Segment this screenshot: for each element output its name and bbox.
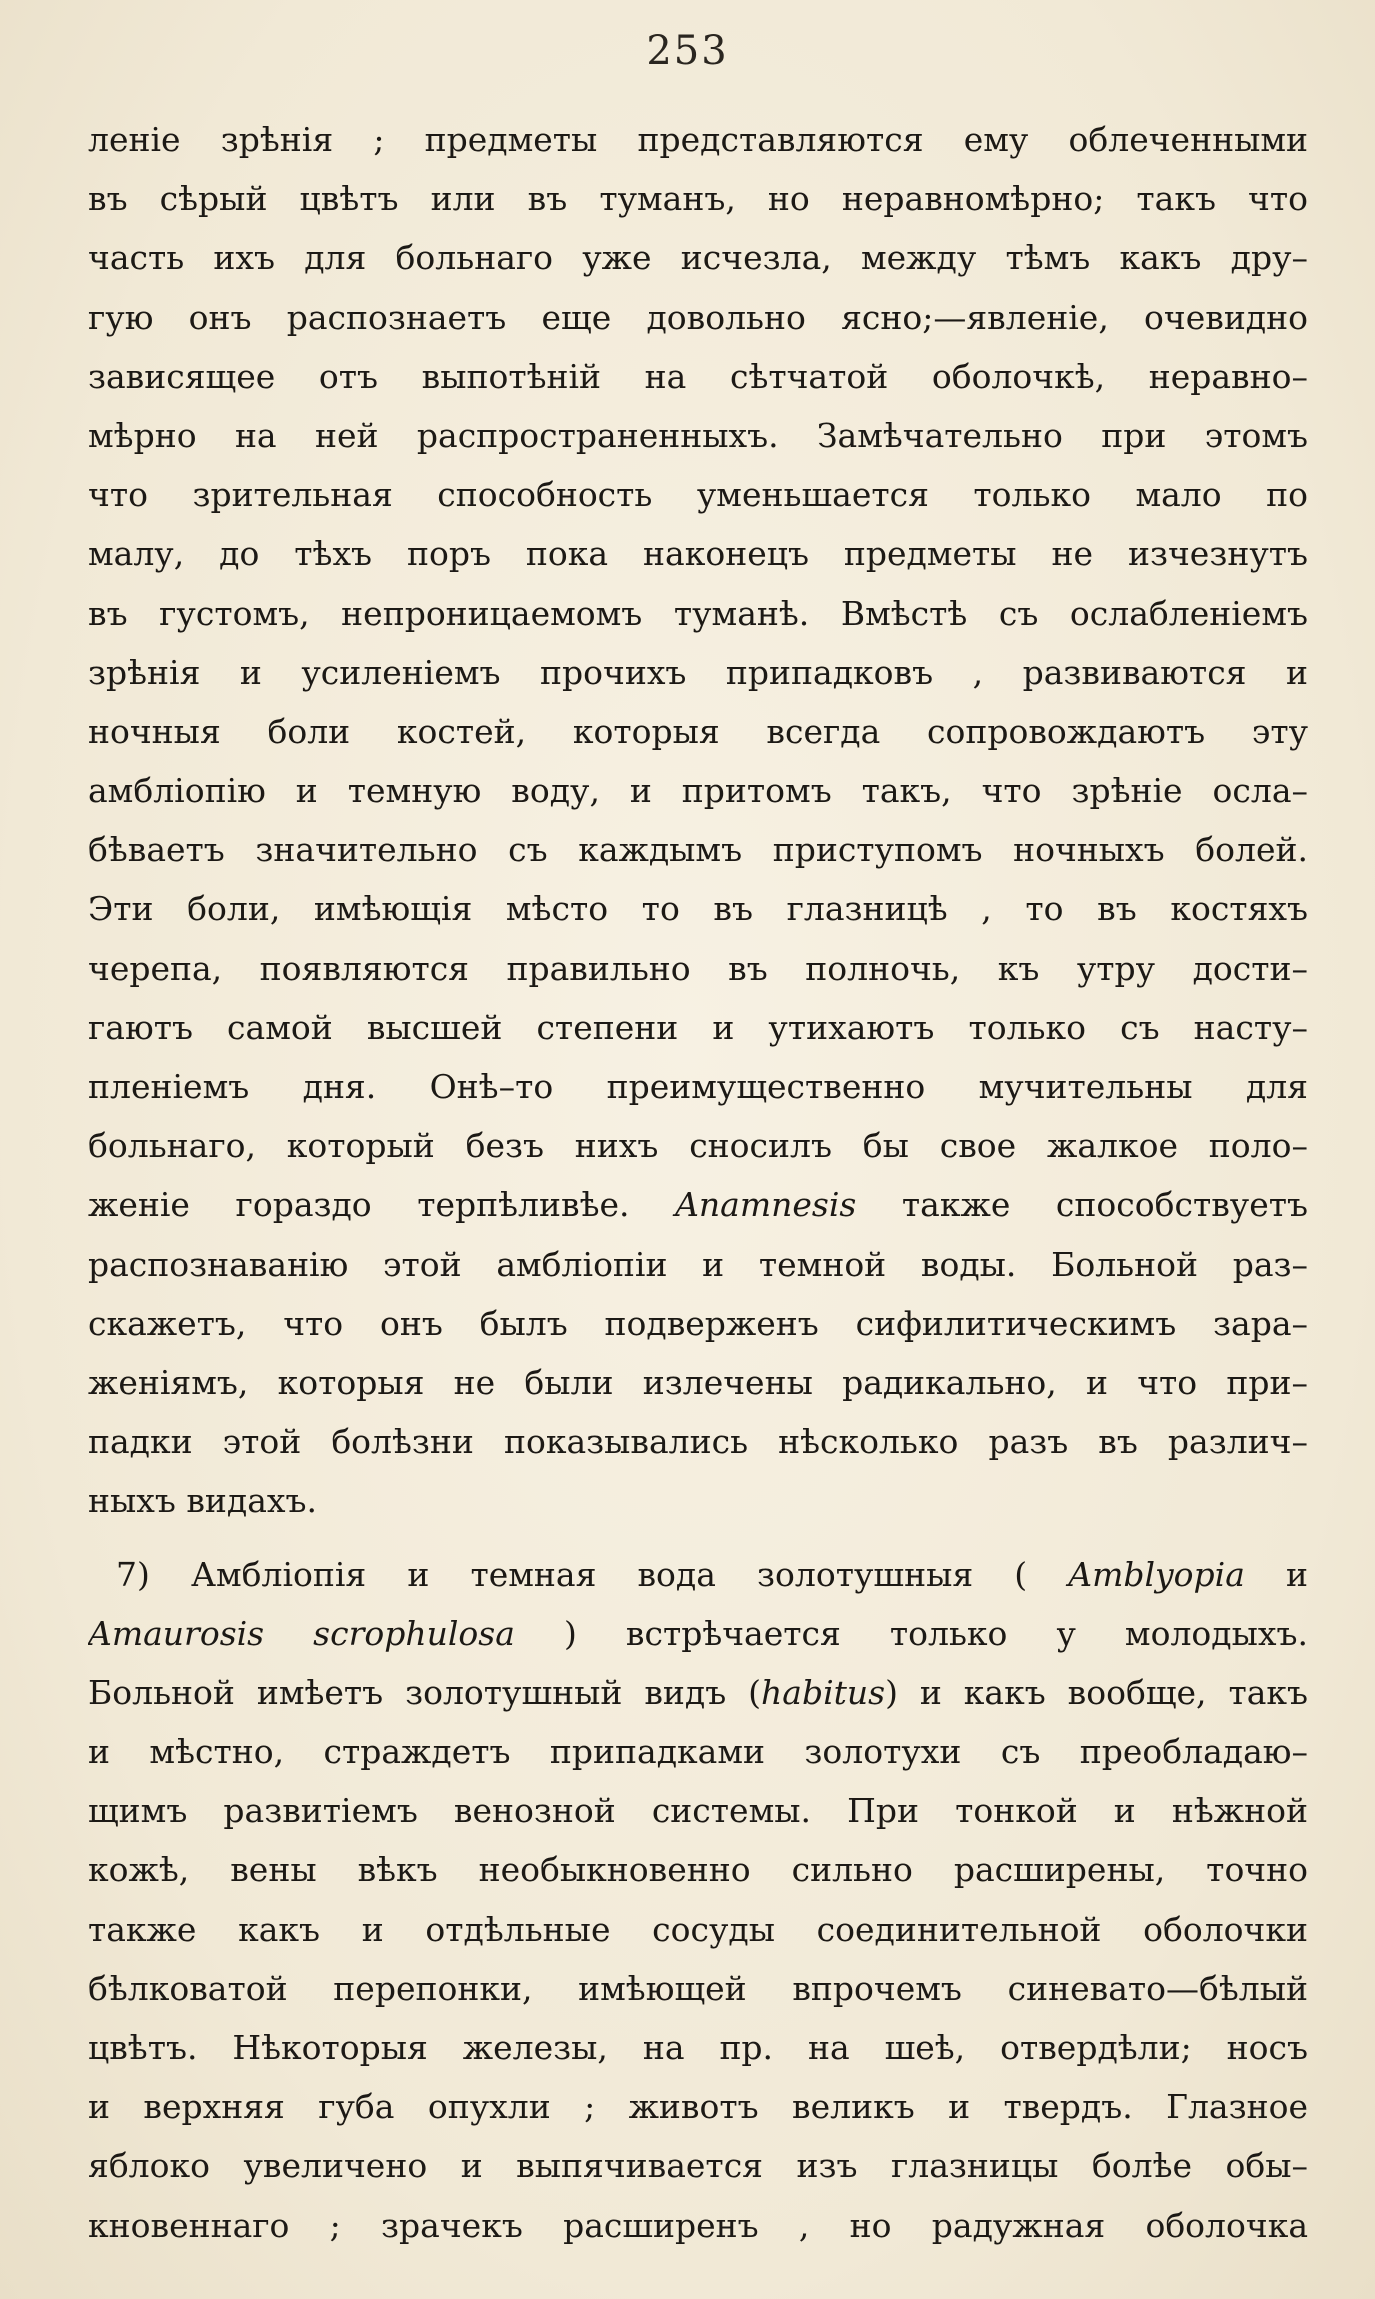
text-segment: яблоко увеличено и выпячивается изъ глазницы болѣе обы– xyxy=(88,2146,1308,2186)
text-segment: также какъ и отдѣльные сосуды соединительной оболочки xyxy=(88,1909,1308,1949)
page-number: 253 xyxy=(646,28,729,74)
text-line xyxy=(88,406,1308,465)
text-segment: зависящее отъ выпотѣній на сѣтчатой оболочкѣ, неравно– xyxy=(88,356,1308,396)
text-segment: щимъ развитіемъ венозной системы. При тонкой и нѣжной xyxy=(88,1791,1308,1831)
text-line xyxy=(88,110,1308,169)
latin-term: Amblyopia xyxy=(1068,1554,1245,1594)
text-segment: въ сѣрый цвѣтъ или въ туманъ, но неравномѣрно; такъ что xyxy=(88,179,1308,219)
text-line xyxy=(88,347,1308,406)
text-line xyxy=(88,702,1308,761)
latin-term: Amaurosis scrophulosa xyxy=(88,1613,515,1653)
text-line xyxy=(88,1722,1308,1781)
text-segment: ныхъ видахъ. xyxy=(88,1481,318,1521)
text-line xyxy=(88,465,1308,524)
text-line xyxy=(88,1545,1308,1604)
text-segment: скажетъ, что онъ былъ подверженъ сифилитическимъ зара– xyxy=(88,1303,1308,1343)
text-segment: больнаго, который безъ нихъ сносилъ бы свое жалкое поло– xyxy=(88,1126,1308,1166)
text-segment: пленіемъ дня. Онѣ–то преимущественно мучительны для xyxy=(88,1067,1308,1106)
text-line xyxy=(88,1663,1308,1722)
paragraph-gap xyxy=(88,1531,1308,1545)
text-line xyxy=(88,1235,1308,1294)
text-segment: ) и какъ вообще, такъ xyxy=(885,1672,1308,1712)
text-segment: распознаванію этой амбліопіи и темной воды. Больной раз– xyxy=(88,1244,1308,1284)
text-line xyxy=(88,2077,1308,2136)
text-segment: Больной имѣетъ золотушный видъ ( xyxy=(88,1672,762,1712)
text-segment: и мѣстно, страждетъ припадками золотухи съ преобладаю– xyxy=(88,1732,1308,1772)
text-line xyxy=(88,1353,1308,1412)
text-line xyxy=(88,879,1308,938)
text-line xyxy=(88,1175,1308,1234)
text-line xyxy=(88,1057,1308,1116)
text-line xyxy=(88,1781,1308,1840)
text-line xyxy=(88,820,1308,879)
body-text xyxy=(88,110,1308,2255)
text-line xyxy=(88,2018,1308,2077)
text-segment: черепа, появляются правильно въ полночь, къ утру дости– xyxy=(88,948,1308,988)
text-segment: леніе зрѣнія ; предметы представляются ему облеченными xyxy=(88,120,1308,159)
text-segment: часть ихъ для больнаго уже исчезла, между тѣмъ какъ дру– xyxy=(88,238,1308,278)
text-segment: женіе гораздо терпѣливѣе. xyxy=(88,1185,676,1225)
text-segment: бѣваетъ значительно съ каждымъ приступомъ ночныхъ болей. xyxy=(88,830,1308,870)
text-segment: зрѣнія и усиленіемъ прочихъ припадковъ , развиваются и xyxy=(88,652,1308,692)
text-segment: кожѣ, вены вѣкъ необыкновенно сильно расширены, точно xyxy=(88,1850,1308,1890)
text-line xyxy=(88,761,1308,820)
text-line xyxy=(88,288,1308,347)
text-segment: падки этой болѣзни показывались нѣсколько разъ въ различ– xyxy=(88,1422,1308,1462)
text-line xyxy=(88,1471,1308,1530)
text-line xyxy=(88,2136,1308,2195)
text-segment: мѣрно на ней распространенныхъ. Замѣчательно при этомъ xyxy=(88,415,1308,455)
text-line xyxy=(88,1116,1308,1175)
text-segment: также способствуетъ xyxy=(856,1185,1308,1225)
text-segment: ) встрѣчается только у молодыхъ. xyxy=(514,1613,1308,1653)
latin-term: Anamnesis xyxy=(675,1185,857,1225)
text-line xyxy=(88,524,1308,583)
text-line xyxy=(88,643,1308,702)
text-line xyxy=(88,939,1308,998)
text-line xyxy=(88,584,1308,643)
text-line xyxy=(88,1412,1308,1471)
text-segment: цвѣтъ. Нѣкоторыя железы, на пр. на шеѣ, отвердѣли; носъ xyxy=(88,2028,1308,2067)
text-segment: гую онъ распознаетъ еще довольно ясно;—явленіе, очевидно xyxy=(88,297,1308,337)
text-segment: и верхняя губа опухли ; животъ великъ и твердъ. Глазное xyxy=(88,2087,1308,2127)
text-line xyxy=(88,1604,1308,1663)
text-line xyxy=(88,1900,1308,1959)
text-line xyxy=(88,1294,1308,1353)
text-segment: что зрительная способность уменьшается только мало по xyxy=(88,475,1308,515)
text-segment: амбліопію и темную воду, и притомъ такъ, что зрѣніе осла– xyxy=(88,771,1308,811)
text-segment: и xyxy=(1244,1554,1308,1594)
text-segment: бѣлковатой перепонки, имѣющей впрочемъ синевато—бѣлый xyxy=(88,1968,1308,2008)
latin-term: habitus xyxy=(761,1672,886,1712)
text-line xyxy=(88,1959,1308,2018)
text-line xyxy=(88,998,1308,1057)
text-segment: женіямъ, которыя не были излечены радикально, и что при– xyxy=(88,1362,1308,1402)
text-segment: гаютъ самой высшей степени и утихаютъ только съ насту– xyxy=(88,1007,1308,1047)
text-line xyxy=(88,2196,1308,2255)
text-line xyxy=(88,1840,1308,1899)
text-segment: Эти боли, имѣющія мѣсто то въ глазницѣ , то въ костяхъ xyxy=(88,889,1308,929)
text-segment: кновеннаго ; зрачекъ расширенъ , но радужная оболочка xyxy=(88,2205,1308,2245)
text-segment: малу, до тѣхъ поръ пока наконецъ предметы не изчезнутъ xyxy=(88,534,1308,574)
text-segment: въ густомъ, непроницаемомъ туманѣ. Вмѣстѣ съ ослабленіемъ xyxy=(88,593,1308,633)
text-segment: 7) Амбліопія и темная вода золотушныя ( xyxy=(116,1554,1069,1594)
text-line xyxy=(88,228,1308,287)
text-segment: ночныя боли костей, которыя всегда сопровождаютъ эту xyxy=(88,711,1308,751)
text-line xyxy=(88,169,1308,228)
